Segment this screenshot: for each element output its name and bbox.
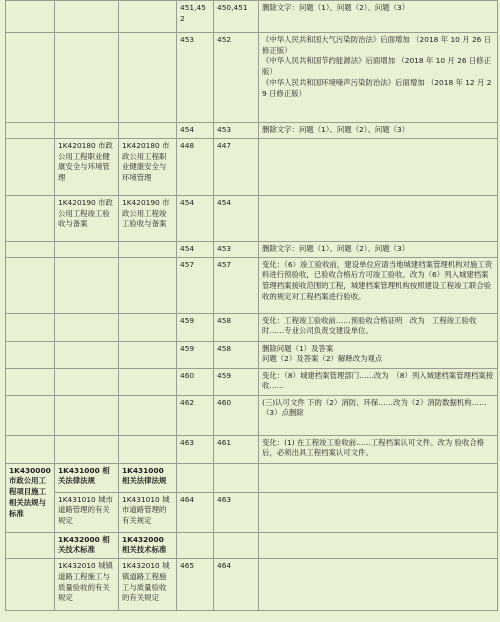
old-page-cell: 459 bbox=[214, 368, 259, 395]
change-cell: 删除文字：问题（1）、问题（2）、问题（3） bbox=[259, 242, 498, 258]
change-cell bbox=[259, 341, 498, 368]
old-page-cell: 461 bbox=[214, 435, 259, 463]
old-section-cell: 1K420180 市政公用工程职业健康安全与环境管理 bbox=[119, 139, 177, 196]
change-line: 删除问题（1）及答案 bbox=[262, 343, 334, 353]
old-page-cell: 447 bbox=[214, 139, 259, 196]
old-page-cell: 452 bbox=[214, 33, 259, 123]
old-page-cell: 464 bbox=[214, 559, 259, 611]
new-section-cell: 1K432010 城镇道路工程施工与质量验收的有关规定 bbox=[55, 559, 119, 611]
change-cell: (三)认可文件 下的（2）消防、环保……改为（2）消防数据机构……（3）点删除 bbox=[259, 395, 498, 435]
table-row bbox=[6, 33, 498, 123]
new-page-cell: 459 bbox=[177, 313, 214, 341]
new-page-cell: 460 bbox=[177, 368, 214, 395]
old-page-cell: 453 bbox=[214, 123, 259, 139]
table-row bbox=[6, 341, 498, 368]
new-page-cell: 457 bbox=[177, 257, 214, 313]
old-section-cell: 1K432010 城镇道路工程施工与质量验收的有关规定 bbox=[119, 559, 177, 611]
change-line: 问题（2）及答案（2）解释改为观点 bbox=[262, 354, 383, 364]
new-page-cell: 462 bbox=[177, 395, 214, 435]
change-cell bbox=[259, 33, 498, 123]
new-page-cell: 459 bbox=[177, 341, 214, 368]
table-row bbox=[6, 139, 498, 196]
old-section-cell: 1K432000 相关技术标准 bbox=[119, 532, 177, 558]
change-cell: 变化：(1) 在工程竣工验收前……工程档案认可文件。改为 验收合格后，必须出具工程档案认可文件。 bbox=[259, 435, 498, 463]
new-section-cell: 1K432000 相关技术标准 bbox=[55, 532, 119, 558]
table-row bbox=[6, 395, 498, 435]
table-row bbox=[6, 313, 498, 341]
change-cell: 变化：工程竣工验收前……预验收合格证明 改为 工程竣工验收时……专业公司负责交建设单位。 bbox=[259, 313, 498, 341]
change-line: 《中华人民共和国大气污染防治法》后面增加 （2018 年 10 月 26 日修正版） bbox=[262, 35, 492, 55]
change-cell: 变化：（6）竣工验收前，建设单位应请当地城建档案管理机构对施工资料进行预验收，已验收合格后方可竣工验收。改为（6）列入城建档案管理档案接收范围的工程，城建档案管理机构按照建设工程竣工联合验收的规定对工程档案进行验收。 bbox=[259, 257, 498, 313]
old-page-cell: 454 bbox=[214, 196, 259, 242]
new-page-cell: 453 bbox=[177, 33, 214, 123]
new-section-cell: 1K431010 城市道路管理的有关规定 bbox=[55, 492, 119, 532]
table-row bbox=[6, 368, 498, 395]
table-row bbox=[6, 435, 498, 463]
old-page-cell: 450,451 bbox=[214, 1, 259, 33]
table-row bbox=[6, 196, 498, 242]
old-page-cell: 458 bbox=[214, 341, 259, 368]
old-page-cell: 458 bbox=[214, 313, 259, 341]
new-page-cell: 454 bbox=[177, 242, 214, 258]
table-row bbox=[6, 492, 498, 532]
new-section-cell: 1K431000 相关法律法规 bbox=[55, 463, 119, 492]
old-page-cell: 460 bbox=[214, 395, 259, 435]
new-page-cell: 451,452 bbox=[177, 1, 214, 33]
new-page-cell: 448 bbox=[177, 139, 214, 196]
change-line: 《中华人民共和国环境噪声污染防治法》后面增加 （2018 年 12 月 29 日修正版） bbox=[262, 77, 492, 98]
change-line: 《中华人民共和国节约能源法》后面增加 （2018 年 10 月 26 日修正版） bbox=[262, 56, 492, 77]
old-section-cell: 1K420190 市政公用工程竣工验收与备案 bbox=[119, 196, 177, 242]
comparison-table bbox=[5, 0, 498, 611]
table-row bbox=[6, 257, 498, 313]
new-page-cell: 463 bbox=[177, 435, 214, 463]
change-cell: 删除文字：问题（1）、问题（2）、问题（3） bbox=[259, 123, 498, 139]
old-page-cell: 463 bbox=[214, 492, 259, 532]
old-section-cell: 1K431000 相关法律法规 bbox=[119, 463, 177, 492]
chapter-cell: 1K430000 市政公用工程项目施工相关法规与标准 bbox=[6, 463, 55, 532]
new-page-cell: 464 bbox=[177, 492, 214, 532]
old-section-cell: 1K431010 城市道路管理的有关规定 bbox=[119, 492, 177, 532]
table-row bbox=[6, 532, 498, 558]
old-page-cell: 453 bbox=[214, 242, 259, 258]
new-page-cell: 454 bbox=[177, 123, 214, 139]
change-cell: 变化：（8）城建档案管理部门……改为 （8）列入城建档案管理档案接收…… bbox=[259, 368, 498, 395]
new-section-cell: 1K420180 市政公用工程职业健康安全与环境管理 bbox=[55, 139, 119, 196]
table-row bbox=[6, 559, 498, 611]
new-section-cell: 1K420190 市政公用工程竣工验收与备案 bbox=[55, 196, 119, 242]
old-page-cell: 457 bbox=[214, 257, 259, 313]
table-row bbox=[6, 123, 498, 139]
table-row bbox=[6, 463, 498, 492]
table-row bbox=[6, 1, 498, 33]
new-page-cell: 454 bbox=[177, 196, 214, 242]
new-page-cell: 465 bbox=[177, 559, 214, 611]
table-row bbox=[6, 242, 498, 258]
change-cell: 删除文字：问题（1）、问题（2）、问题（3） bbox=[259, 1, 498, 33]
